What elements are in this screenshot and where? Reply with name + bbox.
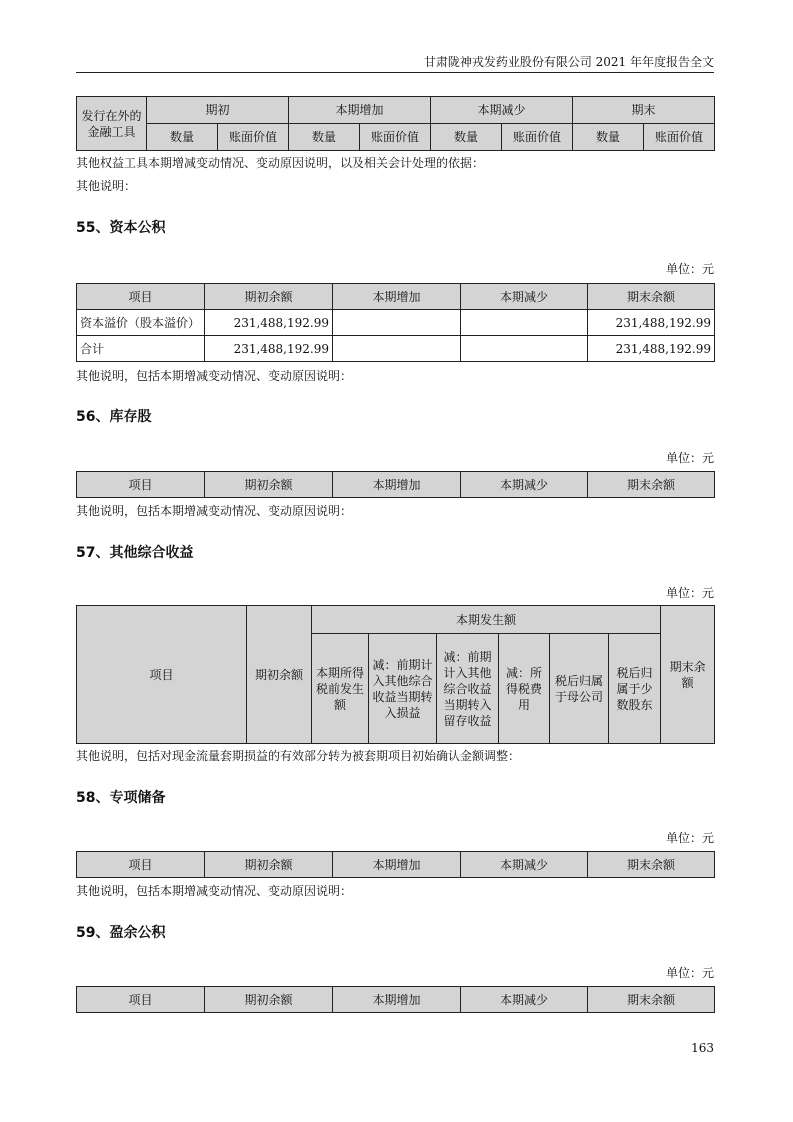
cell-decrease: [461, 336, 588, 362]
unit-label: 单位：元: [665, 586, 714, 600]
unit-label: 单位：元: [665, 262, 714, 276]
header-end: 期末余额: [588, 472, 715, 498]
header-group-end: 期末: [573, 97, 715, 124]
header-less-reclass-to-retained: 减：前期计入其他综合收益当期转入留存收益: [437, 634, 499, 744]
section-title: 59、盈余公积: [76, 925, 166, 941]
table-row: [77, 310, 715, 336]
header-rule: [76, 72, 714, 73]
header-begin: 期初余额: [205, 472, 333, 498]
page-header: 甘肃陇神戎发药业股份有限公司 2021 年年度报告全文: [423, 55, 714, 69]
header-item: 项目: [77, 472, 205, 498]
header-quantity: 数量: [431, 124, 502, 151]
header-quantity: 数量: [573, 124, 644, 151]
header-group-increase: 本期增加: [289, 97, 431, 124]
header-increase: 本期增加: [333, 472, 461, 498]
header-quantity: 数量: [289, 124, 360, 151]
header-book-value: 账面价值: [218, 124, 289, 151]
header-less-income-tax: 减：所得税费用: [499, 634, 550, 744]
header-end: 期末余额: [588, 852, 715, 878]
header-begin: 期初余额: [247, 606, 312, 744]
unit-label: 单位：元: [665, 966, 714, 980]
header-item: 项目: [77, 606, 247, 744]
note-text: 其他说明，包括对现金流量套期损益的有效部分转为被套期项目初始确认金额调整：: [76, 749, 521, 763]
other-comprehensive-income-table: [76, 605, 715, 744]
unit-label: 单位：元: [665, 451, 714, 465]
header-pretax-amount: 本期所得税前发生额: [312, 634, 369, 744]
table-row: [77, 336, 715, 362]
header-decrease: 本期减少: [461, 284, 588, 310]
section-title: 56、库存股: [76, 409, 152, 425]
equity-instruments-table: [76, 96, 715, 151]
header-quantity: 数量: [147, 124, 218, 151]
special-reserve-table: [76, 851, 715, 878]
header-decrease: 本期减少: [461, 472, 588, 498]
header-decrease: 本期减少: [461, 852, 588, 878]
header-end: 期末余额: [661, 606, 715, 744]
header-increase: 本期增加: [333, 852, 461, 878]
cell-begin: 231,488,192.99: [205, 310, 333, 336]
header-increase: 本期增加: [333, 987, 461, 1013]
note-text: 其他说明，包括本期增减变动情况、变动原因说明：: [76, 884, 353, 898]
header-item: 项目: [77, 987, 205, 1013]
cell-decrease: [461, 310, 588, 336]
capital-reserve-table: [76, 283, 715, 362]
surplus-reserve-table: [76, 986, 715, 1013]
cell-item: 资本溢价（股本溢价）: [77, 310, 205, 336]
header-end: 期末余额: [588, 284, 715, 310]
note-text: 其他说明，包括本期增减变动情况、变动原因说明：: [76, 504, 353, 518]
header-group-decrease: 本期减少: [431, 97, 573, 124]
header-increase: 本期增加: [333, 284, 461, 310]
header-less-reclass-to-pl: 减：前期计入其他综合收益当期转入损益: [369, 634, 437, 744]
header-decrease: 本期减少: [461, 987, 588, 1013]
cell-increase: [333, 310, 461, 336]
page-number: 163: [691, 1041, 714, 1055]
cell-end: 231,488,192.99: [588, 310, 715, 336]
header-book-value: 账面价值: [360, 124, 431, 151]
cell-increase: [333, 336, 461, 362]
note-text: 其他权益工具本期增减变动情况、变动原因说明，以及相关会计处理的依据：: [76, 156, 485, 170]
note-text: 其他说明，包括本期增减变动情况、变动原因说明：: [76, 369, 353, 383]
header-book-value: 账面价值: [502, 124, 573, 151]
header-begin: 期初余额: [205, 852, 333, 878]
cell-begin: 231,488,192.99: [205, 336, 333, 362]
section-title: 55、资本公积: [76, 220, 166, 236]
header-after-tax-parent: 税后归属于母公司: [550, 634, 609, 744]
header-item: 项目: [77, 284, 205, 310]
header-current-period: 本期发生额: [312, 606, 661, 634]
header-begin: 期初余额: [205, 284, 333, 310]
unit-label: 单位：元: [665, 831, 714, 845]
header-book-value: 账面价值: [644, 124, 715, 151]
header-item: 项目: [77, 852, 205, 878]
header-after-tax-minority: 税后归属于少数股东: [609, 634, 661, 744]
header-end: 期末余额: [588, 987, 715, 1013]
header-begin: 期初余额: [205, 987, 333, 1013]
cell-end: 231,488,192.99: [588, 336, 715, 362]
cell-item: 合计: [77, 336, 205, 362]
header-group-begin: 期初: [147, 97, 289, 124]
treasury-stock-table: [76, 471, 715, 498]
section-title: 58、专项储备: [76, 790, 166, 806]
section-title: 57、其他综合收益: [76, 545, 194, 561]
header-instrument: 发行在外的金融工具: [77, 97, 147, 151]
note-text: 其他说明：: [76, 179, 137, 193]
